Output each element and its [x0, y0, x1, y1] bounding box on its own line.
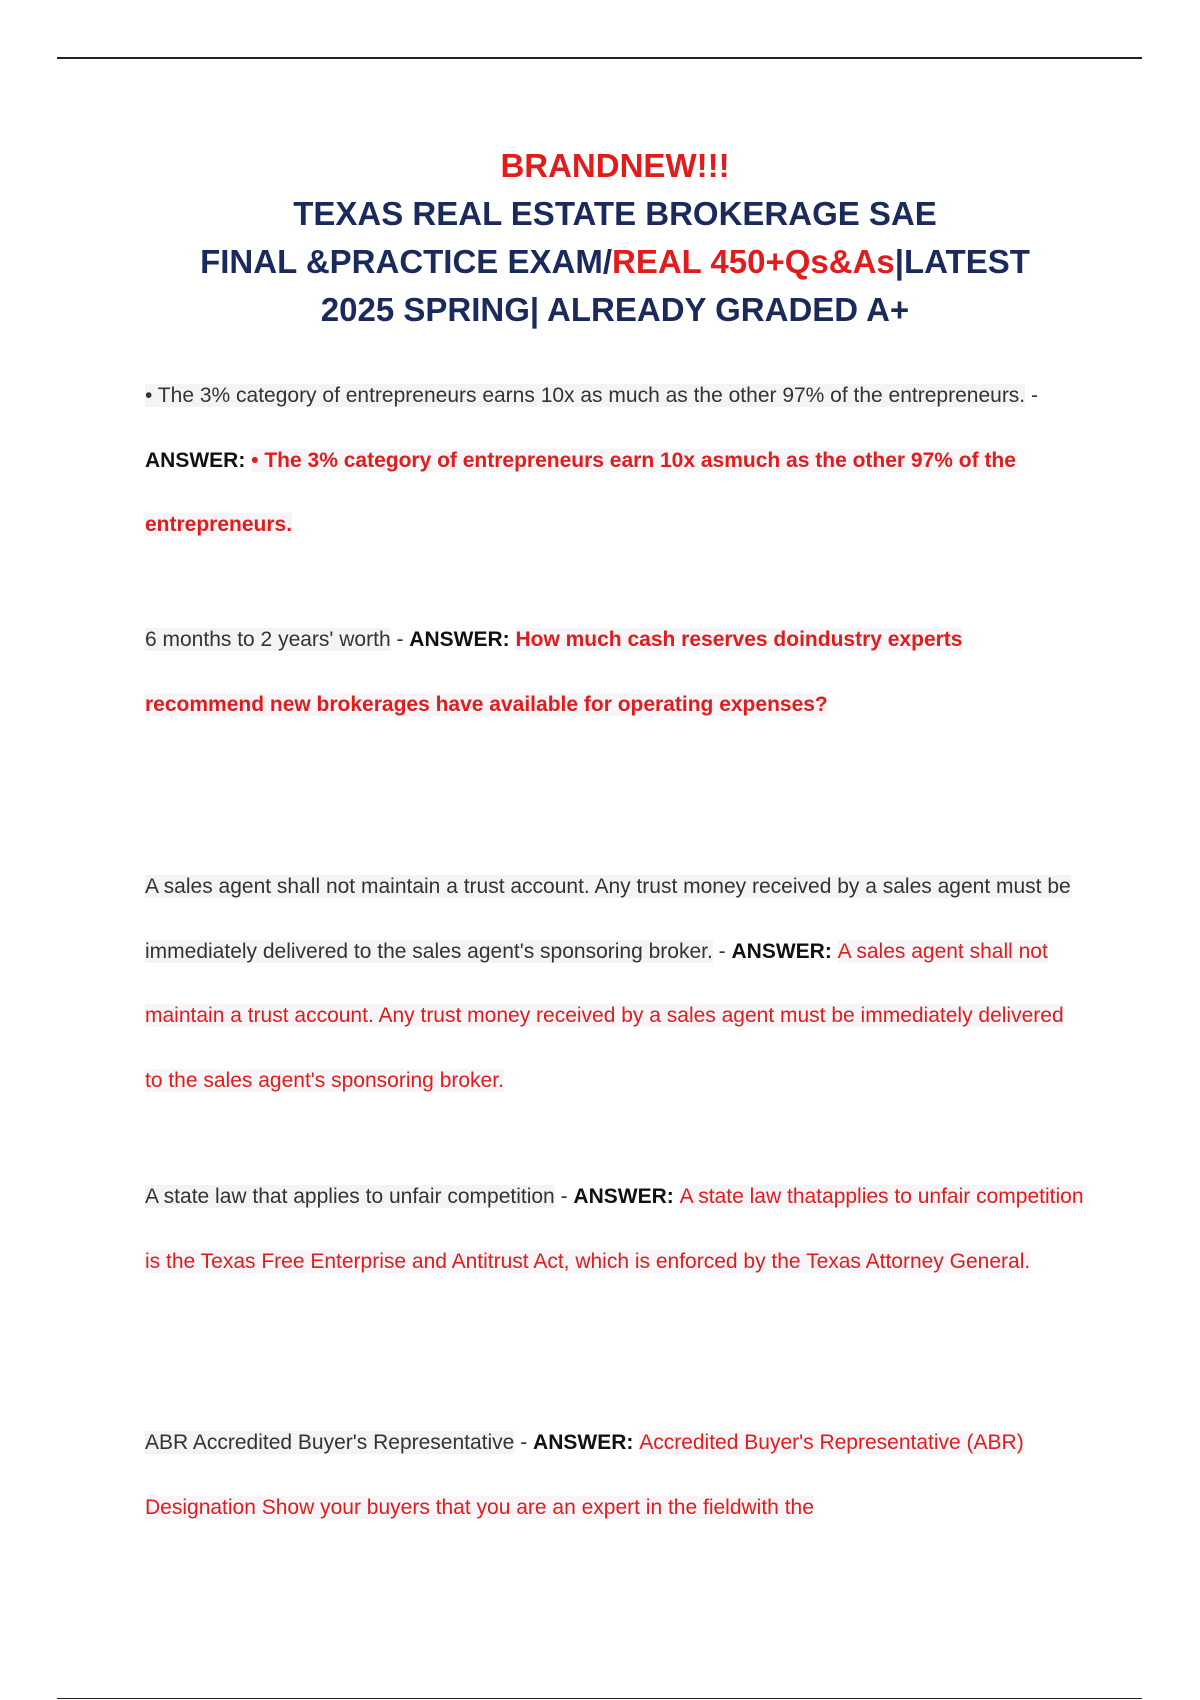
- question-text: A state law that applies to unfair competition: [145, 1185, 555, 1208]
- answer-text: • The 3% category of entrepreneurs earn 10x asmuch as the other 97% of the entrepreneurs.: [145, 448, 1016, 536]
- title-line-3-part-3: |LATEST: [894, 243, 1030, 280]
- answer-label: ANSWER: [573, 1185, 667, 1208]
- top-rule: [57, 57, 1142, 59]
- answer-label: ANSWER: [533, 1431, 627, 1454]
- title-line-2: TEXAS REAL ESTATE BROKERAGE SAE: [293, 195, 937, 232]
- question-text: A sales agent shall not maintain a trust account. Any trust money received by a sales agent must be immediately delivered to the sales agent's sponsoring broker.: [145, 875, 1071, 963]
- bottom-rule: [57, 1698, 1142, 1699]
- answer-label: ANSWER: [145, 448, 239, 472]
- title-line-3-highlight: REAL 450+Qs&As: [612, 243, 895, 280]
- question-text: ABR Accredited Buyer's Representative: [145, 1431, 515, 1454]
- question-text: 6 months to 2 years' worth: [145, 628, 391, 651]
- document-title: [80, 142, 1150, 334]
- answer-text: Accredited Buyer's Representative (ABR) Designation Show your buyers that you are an expert in the fieldwith the: [145, 1431, 1024, 1519]
- qa-item: 6 months to 2 years' worth - ANSWER: How much cash reserves doindustry experts recommend new brokerages have available for operating expenses?: [145, 628, 963, 716]
- answer-label: ANSWER: [731, 939, 825, 963]
- answer-text: A state law thatapplies to unfair competition is the Texas Free Enterprise and Antitrust Act, which is enforced by the Texas Attorney General.: [145, 1185, 1084, 1273]
- title-line-3: [80, 238, 1150, 286]
- title-line-4: 2025 SPRING| ALREADY GRADED A+: [320, 291, 910, 328]
- question-text: • The 3% category of entrepreneurs earns 10x as much as the other 97% of the entrepreneurs.: [145, 384, 1026, 407]
- qa-item: A sales agent shall not maintain a trust account. Any trust money received by a sales agent must be immediately delivered to the sales agent's sponsoring broker. - ANSWER: A sales agent shall not maintain a trust account. Any trust money received by a sales agent must be immediately delivered to the sales agent's sponsoring broker.: [145, 875, 1071, 1092]
- qa-item: • The 3% category of entrepreneurs earns 10x as much as the other 97% of the entrepreneurs. - ANSWER: • The 3% category of entrepreneurs earn 10x asmuch as the other 97% of the entrepreneurs.: [145, 384, 1038, 536]
- answer-text: A sales agent shall not maintain a trust account. Any trust money received by a sales agent must be immediately delivered to the sales agent's sponsoring broker.: [145, 939, 1064, 1092]
- qa-item: A state law that applies to unfair competition - ANSWER: A state law thatapplies to unfair competition is the Texas Free Enterprise and Antitrust Act, which is enforced by the Texas Attorney General.: [145, 1185, 1084, 1273]
- qa-item: ABR Accredited Buyer's Representative - ANSWER: Accredited Buyer's Representative (ABR) Designation Show your buyers that you are an expert in the fieldwith the: [145, 1431, 1024, 1519]
- title-brandnew: BRANDNEW!!!: [500, 147, 730, 184]
- answer-label: ANSWER: [409, 628, 503, 651]
- title-line-3-part-1: FINAL &PRACTICE EXAM/: [200, 243, 612, 280]
- answer-text: How much cash reserves doindustry experts recommend new brokerages have available for operating expenses?: [145, 628, 963, 716]
